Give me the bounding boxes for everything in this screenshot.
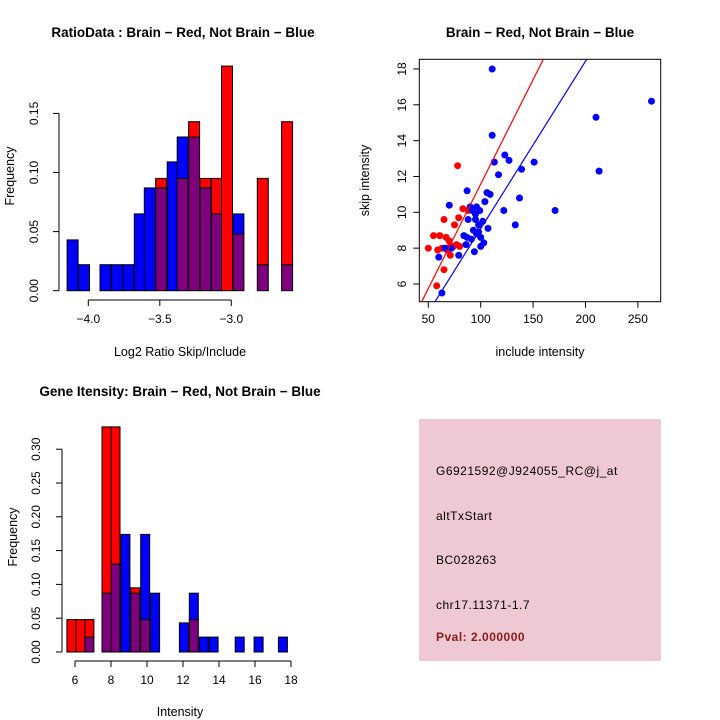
scatter-point-red <box>430 232 437 239</box>
x-tick-label: −3.0 <box>219 312 244 326</box>
chart-title: RatioData : Brain − Red, Not Brain − Blue <box>51 25 315 40</box>
x-tick-label: 6 <box>71 673 79 687</box>
hist-bar-segment-blue <box>121 534 130 652</box>
x-tick-label: 12 <box>176 673 190 687</box>
scatter-point-blue <box>481 198 488 205</box>
hist-bar-segment-blue <box>123 265 134 291</box>
x-tick-label: 10 <box>140 673 154 687</box>
hist-bar-segment-red <box>131 588 140 593</box>
hist-bar-segment-red <box>257 178 268 264</box>
y-tick-label: 0.00 <box>29 640 43 664</box>
hist-bar-segment-red <box>282 122 293 265</box>
x-tick-label: 16 <box>248 673 262 687</box>
y-tick-label: 16 <box>395 98 409 112</box>
x-axis-label: include intensity <box>495 345 585 359</box>
gene-info-panel <box>419 419 661 661</box>
hist-bar-segment-red <box>222 66 233 291</box>
scatter-point-blue <box>487 191 494 198</box>
scatter-point-blue <box>495 171 502 178</box>
hist-bar-segment-blue <box>144 188 155 291</box>
hist-bar-segment-overlap <box>102 593 111 652</box>
hist-bar-segment-red <box>76 620 85 652</box>
scatter-point-blue <box>435 254 442 261</box>
scatter-panel <box>358 25 661 359</box>
hist-bar-segment-overlap <box>189 137 200 291</box>
scatter-point-blue <box>531 159 538 166</box>
scatter-point-red <box>441 266 448 273</box>
x-tick-label: 200 <box>575 312 596 326</box>
scatter-point-blue <box>500 207 507 214</box>
y-axis-label: Frequency <box>6 507 20 567</box>
hist-bar-segment-red <box>67 620 76 652</box>
scatter-point-blue <box>471 248 478 255</box>
hist-bar-segment-blue <box>199 637 208 652</box>
scatter-point-red <box>454 162 461 169</box>
hist-bar-segment-blue <box>141 534 150 619</box>
y-tick-label: 10 <box>395 205 409 219</box>
hist-bar-segment-blue <box>177 137 188 178</box>
chart-title: Brain − Red, Not Brain − Blue <box>445 25 635 40</box>
scatter-point-blue <box>506 157 513 164</box>
scatter-point-red <box>441 216 448 223</box>
y-tick-label: 0.15 <box>29 538 43 563</box>
pval-text: Pval: 2.000000 <box>436 630 526 644</box>
y-axis-label: Frequency <box>3 146 17 206</box>
hist-bar-segment-blue <box>167 162 178 291</box>
scatter-point-blue <box>477 243 484 250</box>
x-tick-label: 18 <box>284 673 298 687</box>
scatter-point-blue <box>455 252 462 259</box>
scatter-point-red <box>433 282 440 289</box>
y-tick-label: 8 <box>395 244 409 252</box>
y-tick-label: 14 <box>395 133 409 148</box>
x-axis-label: Log2 Ratio Skip/Include <box>113 345 247 359</box>
hist-bar-segment-overlap <box>189 620 198 652</box>
scatter-point-blue <box>489 66 496 73</box>
ratio-hist-panel <box>3 25 315 359</box>
y-tick-label: 6 <box>395 280 409 288</box>
scatter-point-red <box>456 243 463 250</box>
hist-bar-segment-blue <box>189 593 198 619</box>
y-tick-label: 0.20 <box>29 505 43 529</box>
x-tick-label: 8 <box>107 673 115 687</box>
y-tick-label: 0.10 <box>29 572 43 597</box>
probe-id-text: G6921592@J924055_RC@j_at <box>436 464 618 478</box>
hist-bar-segment-overlap <box>85 637 94 652</box>
y-tick-label: 0.05 <box>29 606 43 630</box>
scatter-point-blue <box>465 216 472 223</box>
event-type-text: altTxStart <box>436 509 493 523</box>
y-tick-label: 0.00 <box>27 279 41 303</box>
scatter-point-blue <box>648 98 655 105</box>
y-tick-label: 12 <box>395 169 409 184</box>
hist-bar-segment-red <box>189 122 200 137</box>
x-tick-label: −4.0 <box>76 312 101 326</box>
hist-bar-segment-blue <box>254 637 263 652</box>
hist-bar-segment-blue <box>111 265 122 291</box>
hist-bar-segment-red <box>200 178 211 188</box>
scatter-point-blue <box>593 114 600 121</box>
hist-bar-segment-blue <box>233 214 244 234</box>
x-tick-label: 50 <box>421 312 435 326</box>
hist-bar-segment-blue <box>134 214 145 291</box>
hist-bar-segment-overlap <box>200 188 211 291</box>
accession-text: BC028263 <box>436 553 497 567</box>
x-tick-label: 150 <box>523 312 544 326</box>
hist-bar-segment-red <box>85 620 94 638</box>
scatter-point-blue <box>489 132 496 139</box>
fit-line-red <box>422 59 544 301</box>
hist-bar-segment-blue <box>179 623 188 652</box>
hist-bar-segment-overlap <box>177 178 188 290</box>
hist-bar-segment-overlap <box>141 620 150 652</box>
scatter-point-blue <box>552 207 559 214</box>
y-tick-label: 0.15 <box>27 101 41 126</box>
scatter-point-red <box>451 221 458 228</box>
scatter-point-blue <box>512 221 519 228</box>
scatter-point-red <box>436 232 443 239</box>
locus-text: chr17.11371-1.7 <box>436 598 531 612</box>
hist-bar-segment-overlap <box>111 564 120 652</box>
x-tick-label: −3.5 <box>147 312 172 326</box>
y-tick-label: 0.05 <box>27 219 41 244</box>
scatter-point-red <box>447 252 454 259</box>
hist-bar-segment-red <box>156 178 167 188</box>
scatter-point-blue <box>463 241 470 248</box>
y-tick-label: 18 <box>395 62 409 76</box>
scatter-point-blue <box>596 168 603 175</box>
hist-bar-segment-blue <box>67 240 78 291</box>
y-tick-label: 0.25 <box>29 471 43 495</box>
y-tick-label: 0.10 <box>27 160 41 185</box>
scatter-point-red <box>425 245 432 252</box>
scatter-point-red <box>434 247 441 254</box>
chart-title: Gene Itensity: Brain − Red, Not Brain − Blue <box>39 384 321 399</box>
x-tick-label: 100 <box>470 312 491 326</box>
hist-bar-segment-blue <box>235 637 244 652</box>
hist-bar-segment-overlap <box>212 214 223 291</box>
gene-hist-panel <box>6 384 321 719</box>
hist-bar-segment-blue <box>209 637 218 652</box>
hist-bar-segment-blue <box>151 593 160 652</box>
fit-line-blue <box>435 59 587 301</box>
scatter-point-blue <box>485 225 492 232</box>
scatter-point-red <box>455 214 462 221</box>
hist-bar-segment-overlap <box>156 188 167 291</box>
hist-bar-segment-red <box>212 178 223 214</box>
hist-bar-segment-overlap <box>257 265 268 291</box>
hist-bar-segment-blue <box>100 265 111 291</box>
x-tick-label: 14 <box>212 673 226 687</box>
x-axis-label: Intensity <box>156 705 204 719</box>
x-tick-label: 250 <box>627 312 648 326</box>
hist-bar-segment-blue <box>278 637 287 652</box>
hist-bar-segment-red <box>111 427 120 564</box>
y-tick-label: 0.30 <box>29 437 43 461</box>
hist-bar-segment-overlap <box>233 234 244 291</box>
scatter-point-blue <box>516 195 523 202</box>
hist-bar-segment-red <box>102 427 111 593</box>
hist-bar-segment-overlap <box>282 265 293 291</box>
scatter-point-blue <box>446 202 453 209</box>
hist-bar-segment-overlap <box>131 593 140 652</box>
plot-box <box>419 59 660 301</box>
hist-bar-segment-blue <box>79 265 90 291</box>
y-axis-label: skip intensity <box>358 144 372 217</box>
scatter-point-blue <box>464 187 471 194</box>
